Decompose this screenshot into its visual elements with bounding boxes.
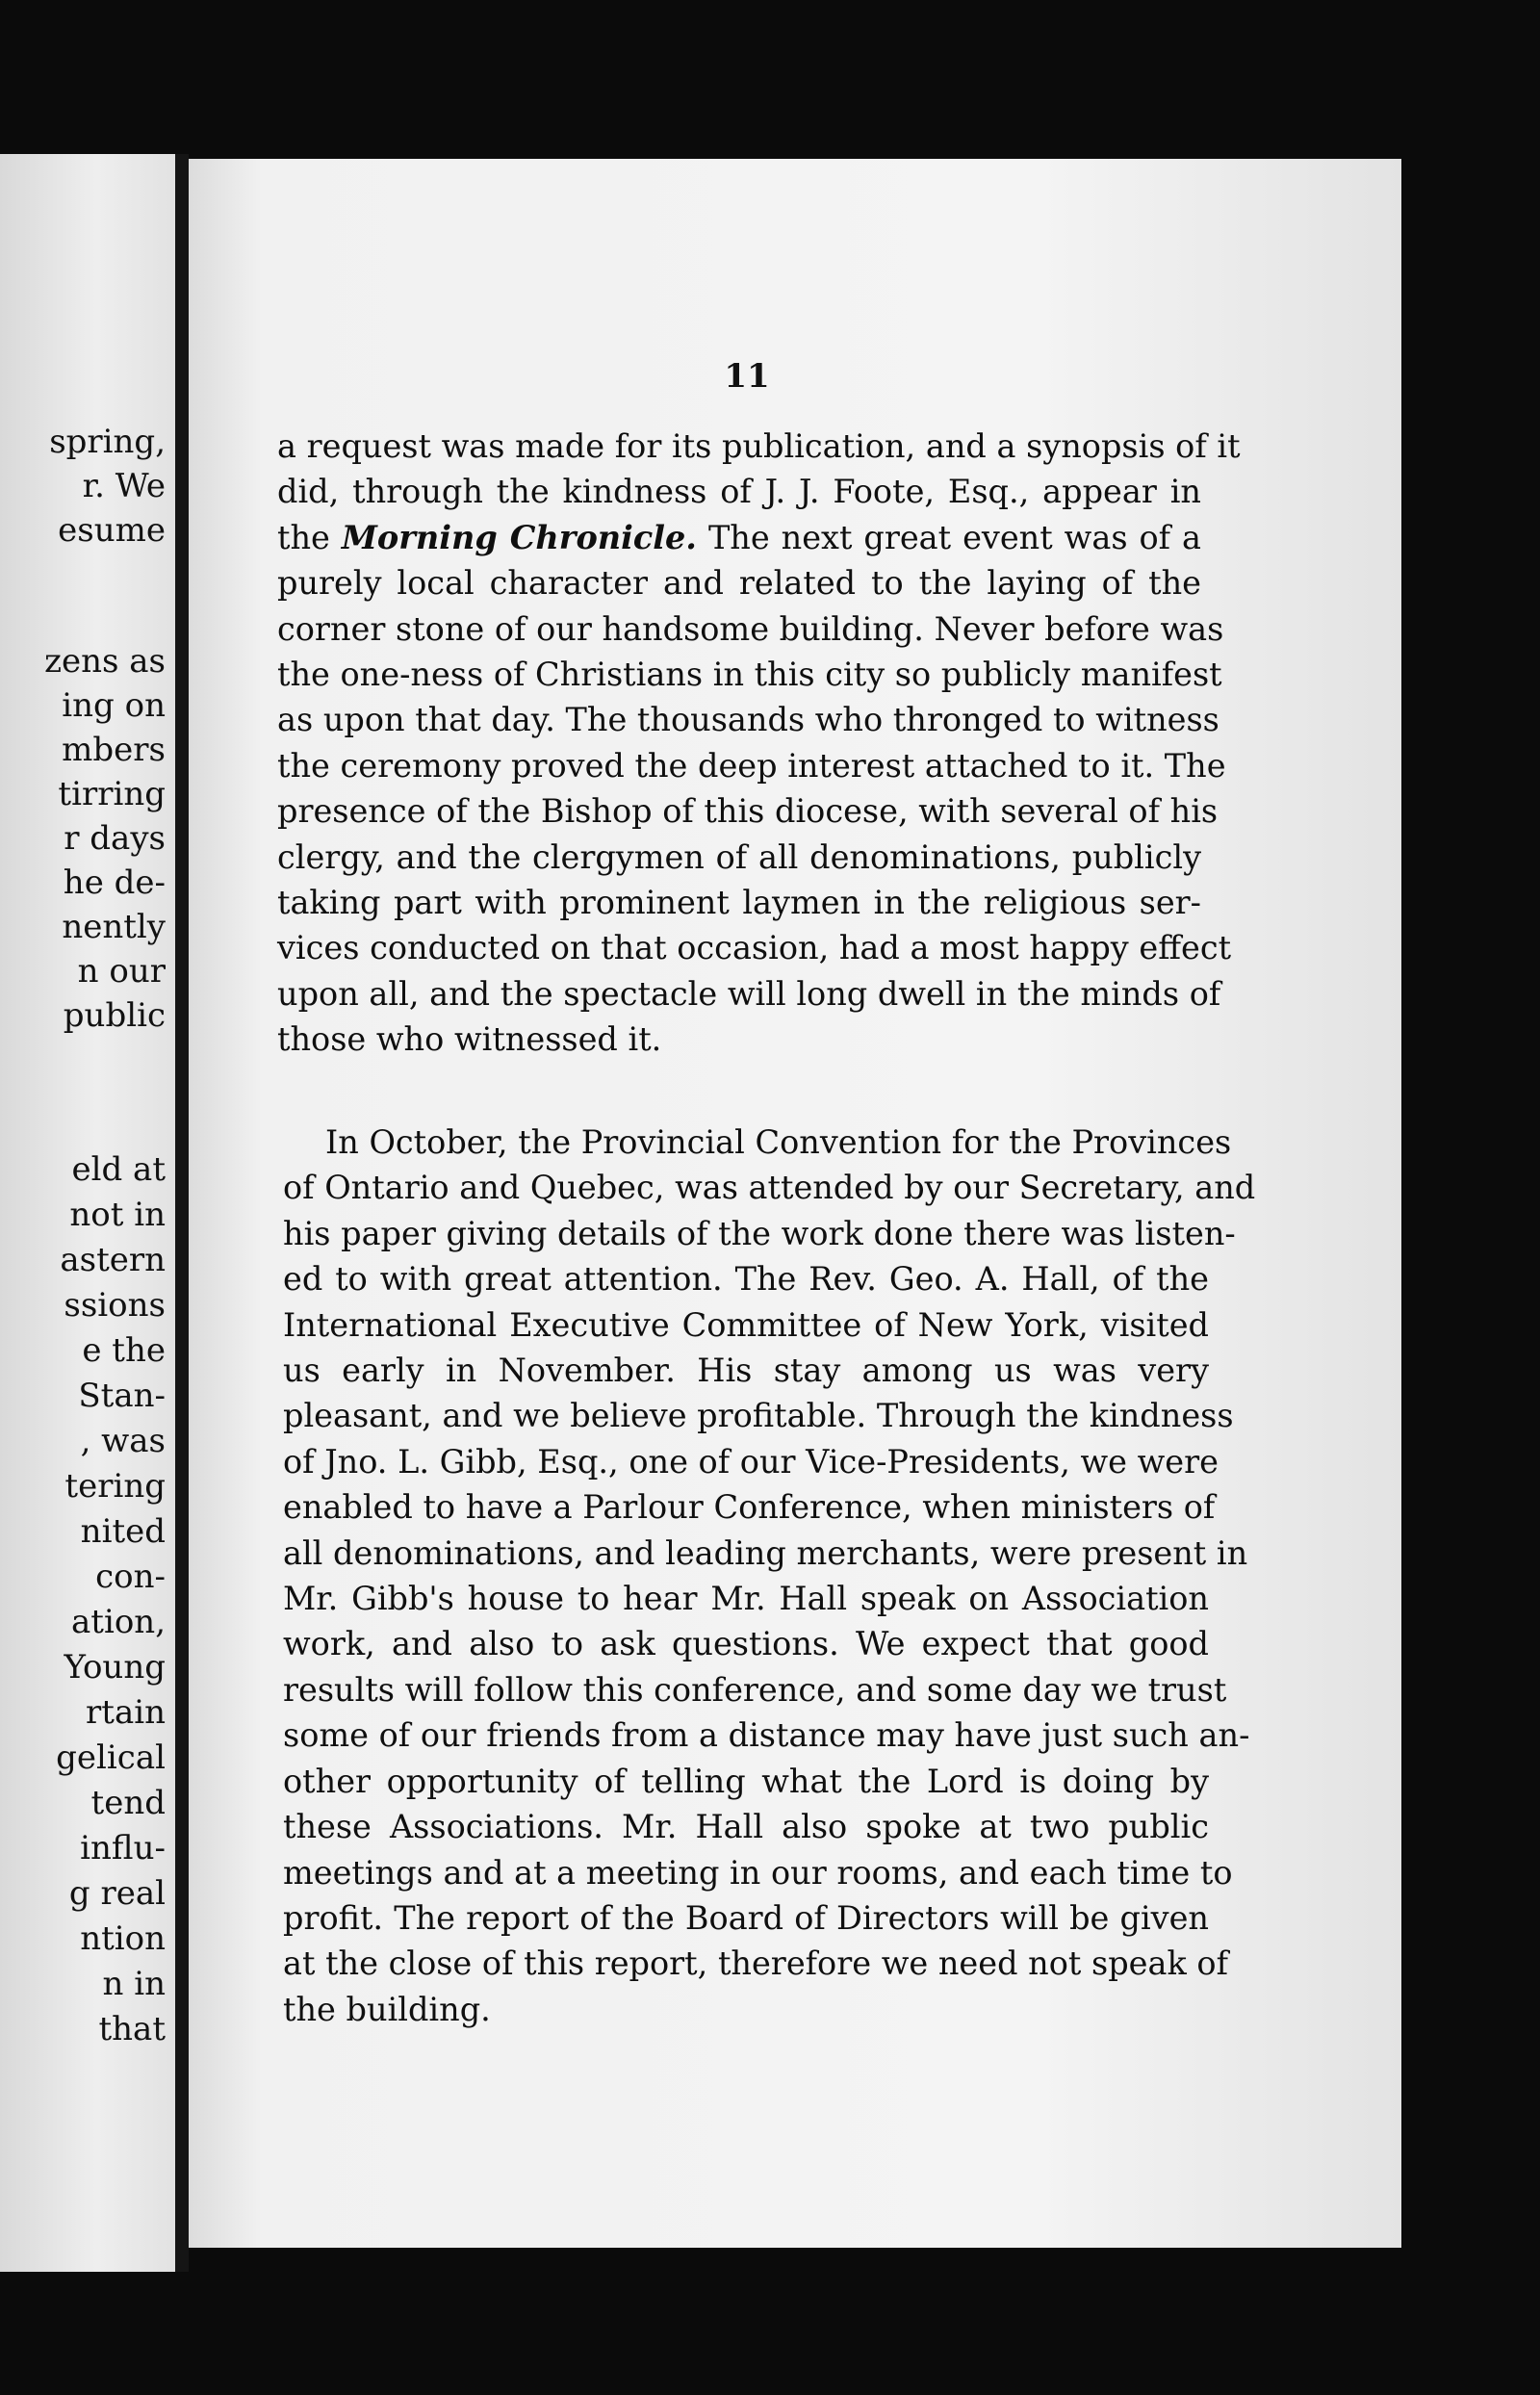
text-line: ed to with great attention. The Rev. Geo. A. Hall, of the (283, 1260, 1209, 1299)
left-fragment: r days (64, 819, 166, 858)
page-number: 11 (724, 357, 770, 396)
left-fragment: gelical (56, 1738, 166, 1777)
left-fragment: mbers (62, 731, 166, 769)
text-line: a request was made for its publication, and a synopsis of it (277, 427, 1241, 465)
text-line: all denominations, and leading merchants, were present in (283, 1533, 1248, 1572)
left-fragment: tering (64, 1467, 166, 1506)
left-fragment: n our (77, 952, 166, 991)
document-page (189, 159, 1401, 2248)
text-line: purely local character and related to the laying of the (277, 564, 1201, 603)
left-fragment: he de- (63, 863, 166, 902)
text-line: vices conducted on that occasion, had a most happy effect (277, 929, 1232, 967)
newspaper-title: Morning Chronicle. (341, 518, 697, 556)
left-fragment: spring, (49, 423, 166, 461)
text-line: presence of the Bishop of this diocese, with several of his (277, 792, 1219, 831)
paragraph-1 (277, 424, 1241, 1063)
text-line: enabled to have a Parlour Conference, when ministers of (283, 1488, 1216, 1527)
left-fragment: n in (102, 1965, 166, 2003)
text-line: work, and also to ask questions. We expect that good (283, 1625, 1209, 1663)
text-line: corner stone of our handsome building. Never before was (277, 609, 1224, 648)
text-line: these Associations. Mr. Hall also spoke at two public (283, 1808, 1209, 1846)
text-line: the one-ness of Christians in this city so publicly manifest (277, 656, 1222, 694)
left-fragment: that (98, 2010, 166, 2048)
text-line: of Ontario and Quebec, was attended by our Secretary, and (283, 1169, 1256, 1207)
left-fragment: , was (80, 1422, 166, 1460)
left-fragment: eld at (71, 1150, 166, 1189)
text-run: The next great event was of a (696, 518, 1201, 556)
left-fragment: not in (69, 1196, 166, 1234)
left-fragment: e the (82, 1331, 166, 1370)
left-fragment: esume (58, 511, 166, 550)
text-line: International Executive Committee of New York, visited (283, 1305, 1209, 1344)
left-fragment: rtain (86, 1693, 166, 1732)
left-fragment: g real (68, 1874, 166, 1913)
text-line: those who witnessed it. (277, 1020, 662, 1059)
left-fragment: influ- (80, 1829, 166, 1867)
left-fragment: ation, (71, 1603, 166, 1641)
left-fragment: con- (95, 1558, 166, 1596)
text-line: some of our friends from a distance may have just such an- (283, 1716, 1250, 1755)
facing-page-left (0, 154, 175, 2272)
text-line: us early in November. His stay among us was very (283, 1352, 1209, 1390)
left-fragment: zens as (44, 642, 166, 681)
left-fragment: nently (62, 908, 166, 946)
text-line: the building. (283, 1990, 491, 2028)
left-fragment: astern (60, 1241, 166, 1279)
text-line: In October, the Provincial Convention for the Provinces (325, 1123, 1232, 1161)
text-line: Mr. Gibb's house to hear Mr. Hall speak on Association (283, 1580, 1209, 1618)
left-fragment: tend (90, 1784, 166, 1822)
text-line: profit. The report of the Board of Directors will be given (283, 1898, 1209, 1937)
book-gutter (175, 154, 189, 2272)
text-line: taking part with prominent laymen in the religious ser- (277, 884, 1201, 922)
text-line: the ceremony proved the deep interest attached to it. The (277, 746, 1226, 785)
text-line: results will follow this conference, and some day we trust (283, 1670, 1227, 1709)
left-fragment: ssions (64, 1286, 166, 1325)
text-line: pleasant, and we believe profitable. Through the kindness (283, 1397, 1234, 1435)
left-fragment: Stan- (78, 1377, 166, 1415)
text-line: as upon that day. The thousands who thronged to witness (277, 701, 1219, 739)
left-fragment: r. We (82, 467, 166, 505)
text-line: his paper giving details of the work done there was listen- (283, 1214, 1236, 1252)
left-fragment: ing on (62, 686, 166, 725)
left-fragment: public (63, 996, 166, 1035)
text-line: at the close of this report, therefore we need not speak of (283, 1944, 1228, 1983)
text-line: meetings and at a meeting in our rooms, and each time to (283, 1853, 1233, 1892)
text-line: did, through the kindness of J. J. Foote, Esq., appear in (277, 473, 1201, 511)
text-line: upon all, and the spectacle will long dwell in the minds of (277, 974, 1221, 1013)
text-line: of Jno. L. Gibb, Esq., one of our Vice-Presidents, we were (283, 1442, 1219, 1481)
text-run: the (277, 518, 342, 556)
left-fragment: ntion (80, 1919, 166, 1958)
text-line: other opportunity of telling what the Lord is doing by (283, 1762, 1209, 1800)
left-fragment: nited (80, 1512, 166, 1551)
text-line: clergy, and the clergymen of all denominations, publicly (277, 837, 1201, 876)
text-line (277, 515, 1201, 560)
left-fragment: tirring (58, 775, 166, 813)
paragraph-2 (283, 1120, 1256, 2032)
left-fragment: Young (64, 1648, 166, 1687)
